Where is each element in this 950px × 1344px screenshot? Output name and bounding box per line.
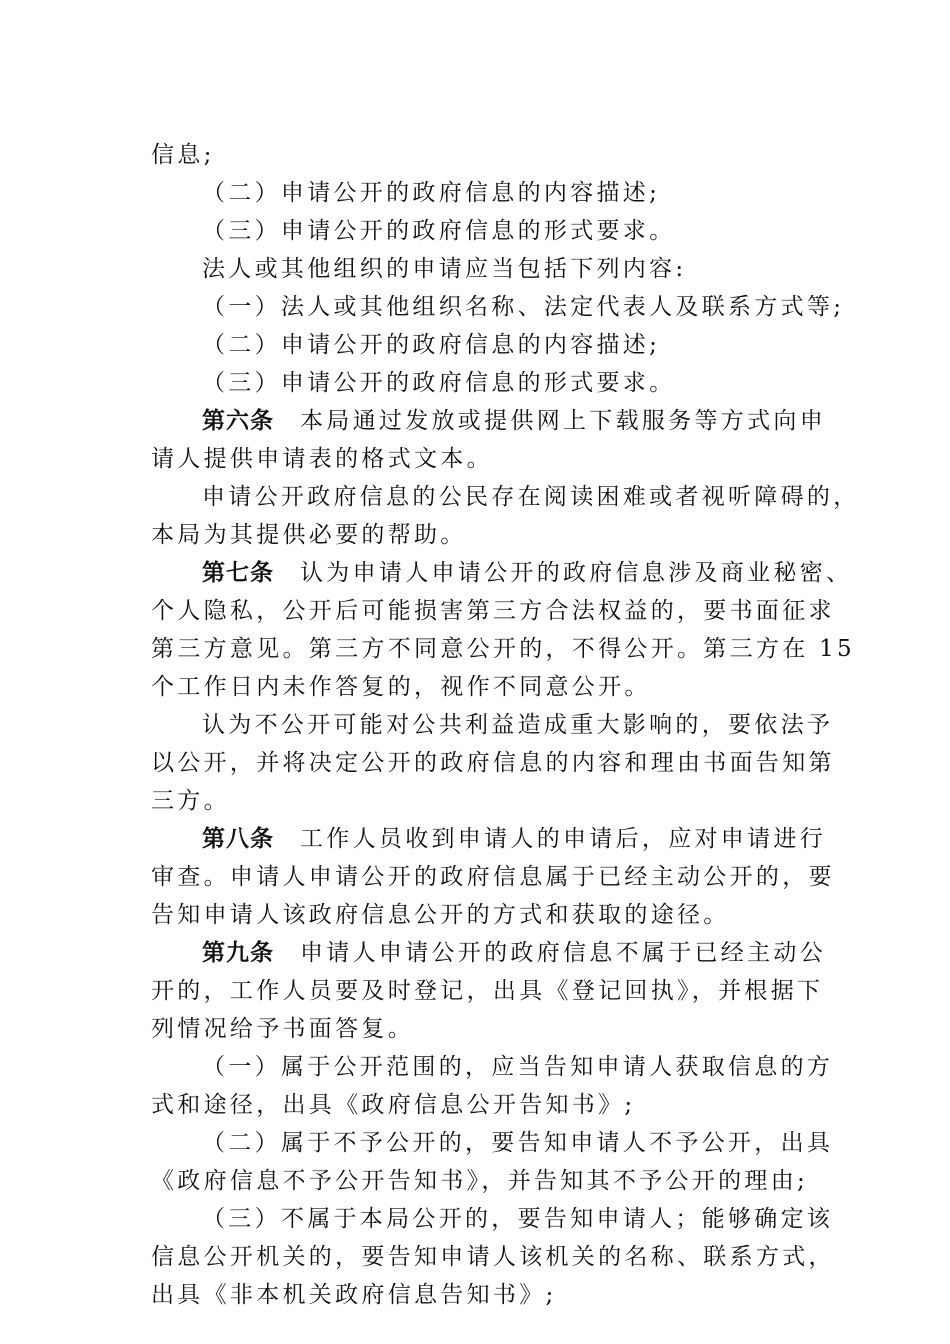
line-text: 出具《非本机关政府信息告知书》;	[151, 1282, 557, 1308]
paragraph-line	[151, 1124, 841, 1162]
line-text: 申请公开政府信息的公民存在阅读困难或者视听障碍的，	[202, 484, 860, 510]
line-text: 告知申请人该政府信息公开的方式和获取的途径。	[151, 902, 730, 928]
line-text: 式和途径，出具《政府信息公开告知书》;	[151, 1092, 636, 1118]
line-text: 个工作日内未作答复的，视作不同意公开。	[151, 674, 651, 700]
paragraph-line	[151, 364, 841, 402]
paragraph-line	[151, 212, 841, 250]
line-text: 本局通过发放或提供网上下载服务等方式向申	[300, 408, 826, 434]
line-text: （二）申请公开的政府信息的内容描述;	[202, 180, 661, 206]
paragraph-line	[151, 136, 841, 174]
line-text: 认为申请人申请公开的政府信息涉及商业秘密、	[300, 560, 853, 586]
article-paragraph-line	[151, 934, 841, 972]
article-paragraph-line	[151, 820, 841, 858]
paragraph-line	[151, 1010, 841, 1048]
paragraph-line	[151, 896, 841, 934]
article-heading: 第九条	[202, 940, 274, 966]
line-text: 认为不公开可能对公共利益造成重大影响的，要依法予	[202, 712, 834, 738]
paragraph-line	[151, 744, 841, 782]
line-text: 工作人员收到申请人的申请后，应对申请进行	[300, 826, 826, 852]
line-text: 信息;	[151, 142, 215, 168]
line-text: 审查。申请人申请公开的政府信息属于已经主动公开的，要	[151, 864, 835, 890]
line-text: （二）属于不予公开的，要告知申请人不予公开，出具	[202, 1130, 834, 1156]
paragraph-line	[151, 1048, 841, 1086]
paragraph-line	[151, 478, 860, 516]
article-paragraph-line	[151, 554, 853, 592]
document-body	[151, 136, 860, 1314]
line-text: 请人提供申请表的格式文本。	[151, 446, 493, 472]
paragraph-line	[151, 326, 841, 364]
line-text: （三）申请公开的政府信息的形式要求。	[202, 370, 676, 396]
line-text: （一）属于公开范围的，应当告知申请人获取信息的方	[202, 1054, 834, 1080]
paragraph-line	[151, 592, 841, 630]
line-text: 个人隐私，公开后可能损害第三方合法权益的，要书面征求	[151, 598, 835, 624]
line-text: （一）法人或其他组织名称、法定代表人及联系方式等;	[202, 294, 845, 320]
paragraph-line	[151, 706, 841, 744]
line-text: 第三方意见。第三方不同意公开的，不得公开。第三方在 15	[151, 636, 855, 662]
paragraph-line	[151, 858, 841, 896]
paragraph-line	[151, 516, 841, 554]
article-paragraph-line	[151, 402, 841, 440]
line-text: 开的，工作人员要及时登记，出具《登记回执》，并根据下	[151, 978, 824, 1004]
line-text: 信息公开机关的，要告知申请人该机关的名称、联系方式，	[151, 1244, 835, 1270]
paragraph-line	[151, 630, 855, 668]
paragraph-line	[151, 1162, 841, 1200]
paragraph-line	[151, 250, 841, 288]
paragraph-line	[151, 1276, 841, 1314]
article-heading: 第六条	[202, 408, 274, 434]
line-text: 以公开，并将决定公开的政府信息的内容和理由书面告知第	[151, 750, 835, 776]
line-text: （三）不属于本局公开的，要告知申请人；能够确定该	[202, 1206, 834, 1232]
line-text: （三）申请公开的政府信息的形式要求。	[202, 218, 676, 244]
line-text: 列情况给予书面答复。	[151, 1016, 414, 1042]
article-heading: 第七条	[202, 560, 274, 586]
line-text: （二）申请公开的政府信息的内容描述;	[202, 332, 661, 358]
paragraph-line	[151, 782, 841, 820]
paragraph-line	[151, 972, 841, 1010]
paragraph-line	[151, 440, 841, 478]
line-text: 法人或其他组织的申请应当包括下列内容:	[202, 256, 687, 282]
article-heading: 第八条	[202, 826, 274, 852]
line-text: 《政府信息不予公开告知书》，并告知其不予公开的理由;	[151, 1168, 809, 1194]
line-text: 本局为其提供必要的帮助。	[151, 522, 467, 548]
line-text: 申请人申请公开的政府信息不属于已经主动公	[300, 940, 826, 966]
paragraph-line	[151, 1086, 841, 1124]
paragraph-line	[151, 668, 841, 706]
line-text: 三方。	[151, 788, 230, 814]
paragraph-line	[151, 288, 845, 326]
paragraph-line	[151, 1238, 841, 1276]
paragraph-line	[151, 174, 841, 212]
paragraph-line	[151, 1200, 841, 1238]
